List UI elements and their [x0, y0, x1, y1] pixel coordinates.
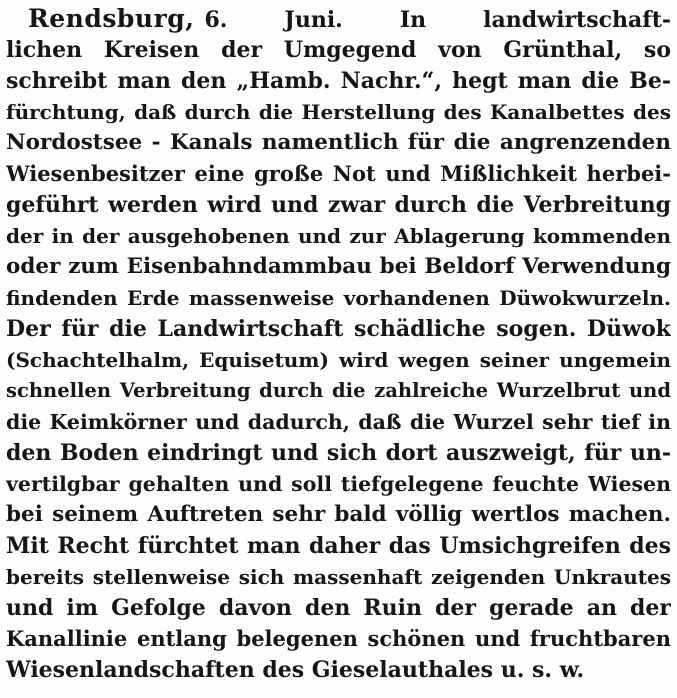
article-line-15: den Boden eindringt und sich dort auszweigt, für un-: [6, 440, 671, 466]
article-line-2: lichen Kreisen der Umgegend von Grünthal, so: [6, 37, 671, 63]
article-line-13: schnellen Verbreitung durch die zahlreiche Wurzelbrut und: [6, 379, 671, 402]
article-line-11: Der für die Landwirtschaft schädliche sogen. Düwok: [6, 316, 671, 342]
article-line-4: fürchtung, daß durch die Herstellung des Kanalbettes des: [6, 100, 671, 124]
article-line-text: 6. Juni. In landwirtschaft-: [204, 7, 671, 33]
article-line-21: Kanallinie entlang belegenen schönen und fruchtbaren: [6, 626, 671, 651]
article-line-10: findenden Erde massenweise vorhandenen Düwokwurzeln.: [6, 286, 671, 310]
article-line-7: geführt werden wird und zwar durch die Verbreitung: [6, 192, 671, 218]
article-dateline: Rendsburg,: [28, 4, 195, 33]
article-line-9: oder zum Eisenbahndammbau bei Beldorf Verwendung: [6, 254, 671, 279]
article-line-17: bei seinem Auftreten sehr bald völlig wertlos machen.: [6, 502, 671, 527]
article-line-20: und im Gefolge davon den Ruin der gerade an der: [6, 595, 671, 621]
article-line-3: schreibt man den „Hamb. Nachr.“, hegt man die Be-: [6, 68, 671, 94]
article-line-22: Wiesenlandschaften des Gieselauthales u. s. w.: [6, 657, 585, 683]
article-line-8: der in der ausgehobenen und zur Ablagerung kommenden: [6, 224, 671, 248]
article-line-19: bereits stellenweise sich massenhaft zeigenden Unkrautes: [6, 565, 671, 589]
article-line-12: (Schachtelhalm, Equisetum) wird wegen seiner ungemein: [6, 348, 671, 372]
article-line-14: die Keimkörner und dadurch, daß die Wurzel sehr tief in: [6, 410, 671, 434]
article-line-16: vertilgbar gehalten und soll tiefgelegene feuchte Wiesen: [6, 472, 671, 496]
article-line-18: Mit Recht fürchtet man daher das Umsichgreifen des: [6, 533, 671, 559]
article-line-5: Nordostsee - Kanals namentlich für die angrenzenden: [6, 130, 671, 155]
article-line-6: Wiesenbesitzer eine große Not und Mißlichkeit herbei-: [6, 161, 671, 186]
